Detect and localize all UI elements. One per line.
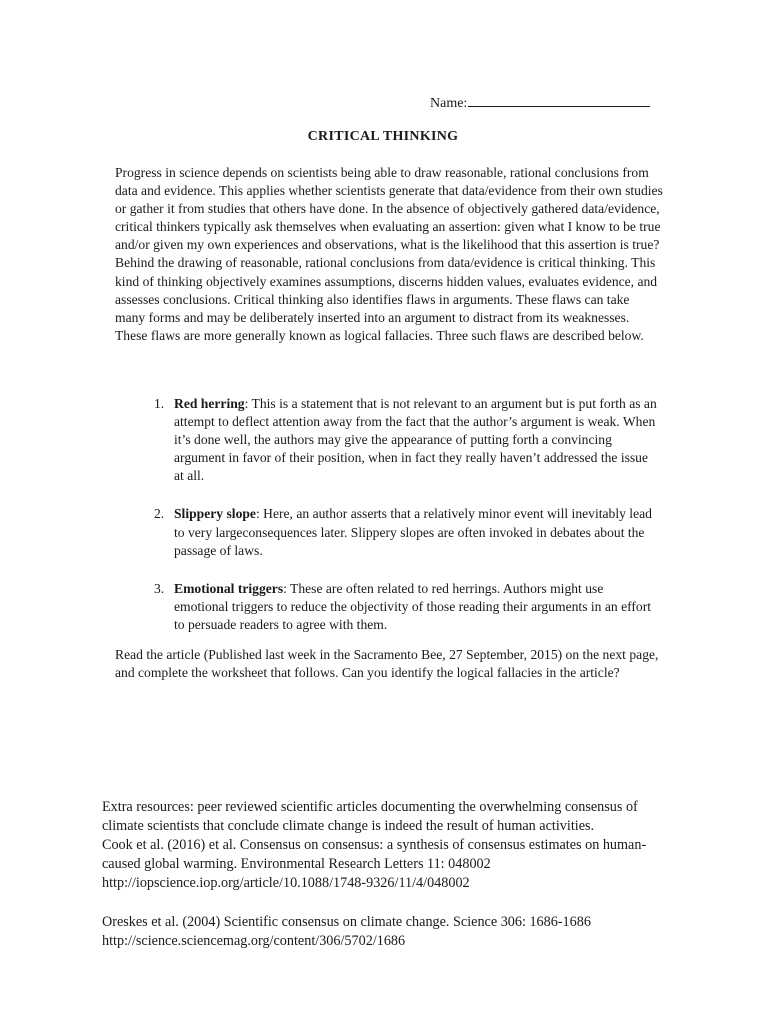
extra-resources xyxy=(102,798,682,951)
fallacy-description: : Here, an author asserts that a relatively minor event will inevitably lead to very largeconsequences later. Slippery slopes are often invoked in debates about the passage of laws. xyxy=(174,506,652,558)
reference-citation-cook: Cook et al. (2016) et al. Consensus on consensus: a synthesis of consensus estimates on human-caused global warming. Environmental Research Letters 11: 048002 xyxy=(102,837,647,872)
fallacy-term: Emotional triggers xyxy=(174,580,284,596)
resources-intro: Extra resources: peer reviewed scientific articles documenting the overwhelming consensus of climate scientists that conclude climate change is indeed the result of human activities. xyxy=(102,799,638,834)
page-title xyxy=(0,128,768,146)
list-number: 3. xyxy=(154,580,165,596)
name-label: Name: xyxy=(430,96,468,111)
intro-paragraph: Progress in science depends on scientists being able to draw reasonable, rational conclusions from data and evidence. This applies whether scientists generate that data/evidence from their own studies or gather it from studies that others have done. In the absence of objectively gathered data/evidence, critical thinkers typically ask themselves when evaluating an assertion: given what I know to be true and/or given my own experiences and observations, what is the likelihood that this assertion is true? Behind the drawing of reasonable, rational conclusions from data/evidence is critical thinking. This kind of thinking objectively examines assumptions, discerns hidden values, evaluates evidence, and assesses conclusions. Critical thinking also identifies flaws in arguments. These flaws can take many forms and may be deliberately inserted into an argument to distract from its weaknesses. These flaws are more generally known as logical fallacies. Three such flaws are described below. xyxy=(115,165,663,343)
instructions-paragraph: Read the article (Published last week in the Sacramento Bee, 27 September, 2015) on the next page, and complete the worksheet that follows. Can you identify the logical fallacies in the article? xyxy=(115,647,659,681)
list-item-emotional-triggers xyxy=(154,580,659,634)
list-item-red-herring xyxy=(154,395,659,485)
page-title-text: CRITICAL THINKING xyxy=(307,129,459,144)
fallacy-term: Slippery slope xyxy=(174,506,256,522)
fallacy-term: Red herring xyxy=(174,396,245,411)
fallacy-description: : These are often related to red herrings. Authors might use emotional triggers to reduce the objectivity of those reading their arguments in an effort to persuade readers to agree with them. xyxy=(174,580,652,632)
fallacies-list xyxy=(154,395,659,654)
spacer xyxy=(102,893,682,913)
reference-citation-oreskes: Oreskes et al. (2004) Scientific consensus on climate change. Science 306: 1686-1686 xyxy=(102,914,591,930)
name-blank-line xyxy=(468,92,650,107)
reference-url-cook: http://iopscience.iop.org/article/10.1088/1748-9326/11/4/048002 xyxy=(102,875,470,891)
list-item-slippery-slope xyxy=(154,505,659,559)
list-number: 1. xyxy=(154,396,165,411)
list-number: 2. xyxy=(154,506,165,522)
fallacy-description: : This is a statement that is not relevant to an argument but is put forth as an attempt to deflect attention away from the fact that the author’s argument is weak. When it’s done well, the authors may give the appearance of putting forth a convincing argument in favor of their position, when in fact they really haven’t addressed the issue at all. xyxy=(174,396,657,484)
reference-url-oreskes: http://science.sciencemag.org/content/306/5702/1686 xyxy=(102,933,406,949)
name-field xyxy=(430,92,650,113)
